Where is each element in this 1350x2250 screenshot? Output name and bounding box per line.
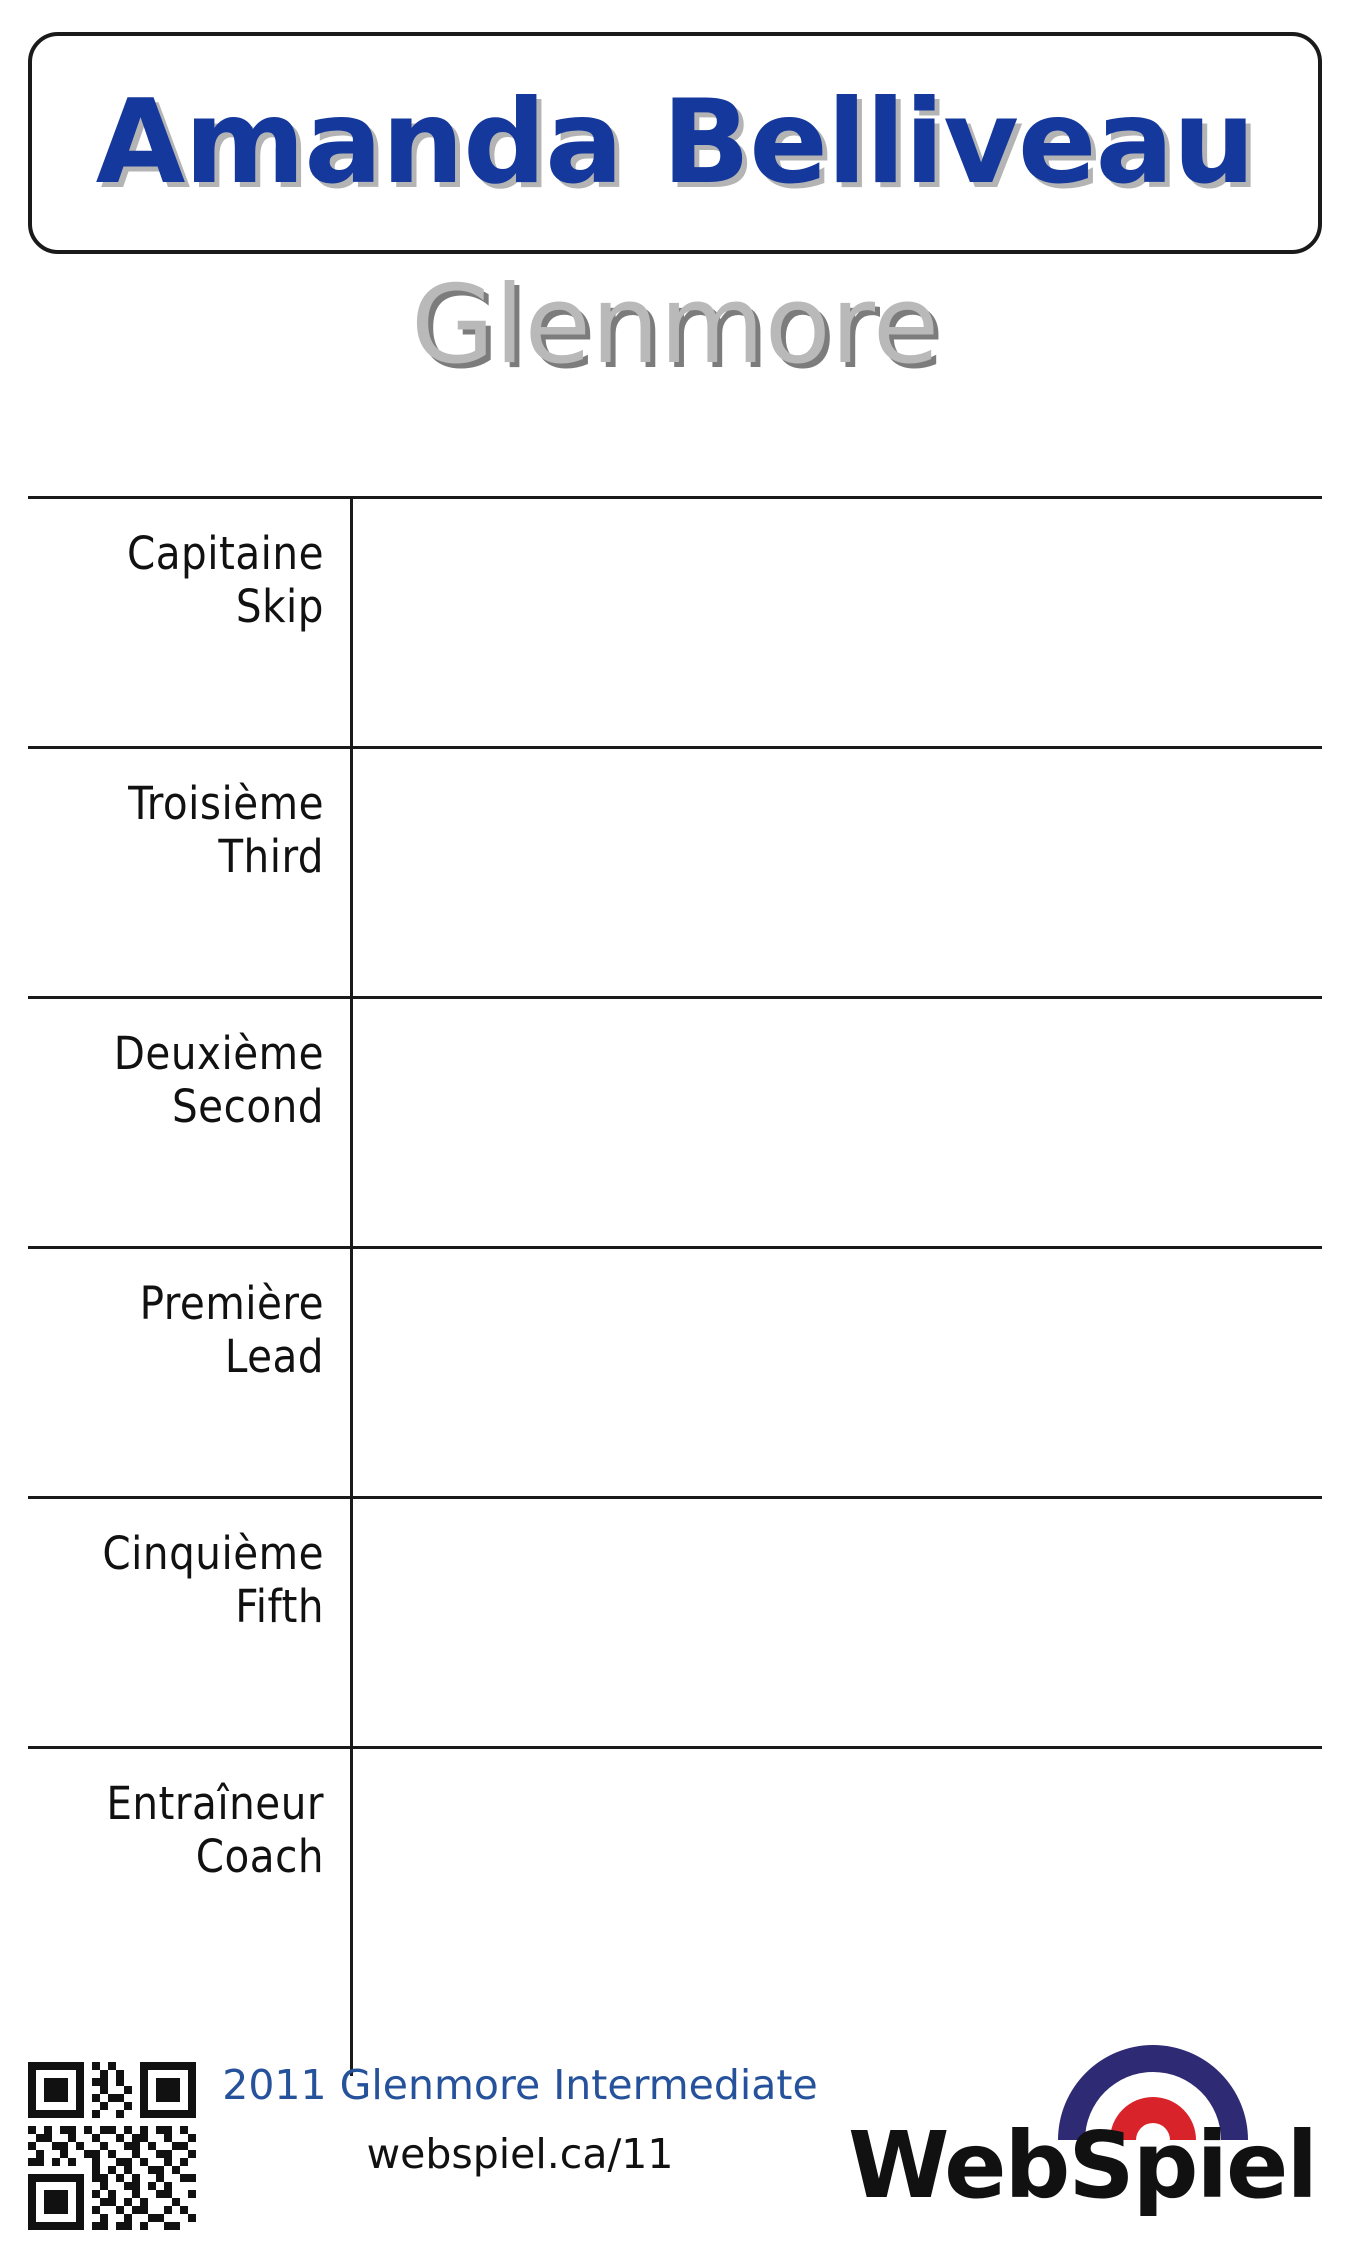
position-label (28, 999, 348, 1246)
position-value[interactable] (378, 1749, 1322, 1996)
qr-code-icon[interactable] (28, 2062, 196, 2230)
position-label (28, 749, 348, 996)
row-divider (350, 1246, 353, 1499)
position-label-fr: Capitaine (126, 527, 324, 580)
row-divider (350, 496, 353, 749)
position-label-fr: Deuxième (113, 1027, 324, 1080)
position-label-en: Fifth (235, 1580, 324, 1634)
table-row (28, 1246, 1322, 1496)
table-row (28, 1496, 1322, 1746)
position-label-en: Coach (195, 1830, 324, 1884)
position-label-fr: Première (139, 1277, 324, 1330)
row-divider (350, 746, 353, 999)
logo-word-web: Web (847, 2112, 1069, 2219)
table-row (28, 496, 1322, 746)
position-value[interactable] (378, 1249, 1322, 1496)
footer-text-block (210, 2060, 830, 2181)
site-url[interactable]: webspiel.ca/11 (366, 2130, 674, 2179)
position-label-fr: Entraîneur (106, 1777, 324, 1830)
player-name: Amanda Belliveau (95, 75, 1255, 210)
position-value[interactable] (378, 1499, 1322, 1746)
position-value[interactable] (378, 499, 1322, 746)
row-divider (350, 996, 353, 1249)
position-label (28, 1499, 348, 1746)
position-label-fr: Cinquième (102, 1527, 324, 1580)
table-row (28, 746, 1322, 996)
logo-wordmark (847, 2112, 1316, 2219)
roster-table (28, 496, 1322, 1996)
position-value[interactable] (378, 749, 1322, 996)
event-name: 2011 Glenmore Intermediate (222, 2061, 818, 2109)
position-label-fr: Troisième (128, 777, 324, 830)
position-label (28, 1749, 348, 1996)
logo-word-spiel: Spiel (1068, 2112, 1316, 2219)
position-label (28, 499, 348, 746)
club-name: Glenmore (410, 263, 940, 388)
position-label-en: Skip (235, 580, 324, 634)
webspiel-logo (847, 2040, 1330, 2240)
table-row (28, 1746, 1322, 1996)
player-name-plate (28, 32, 1322, 254)
row-divider (350, 1496, 353, 1749)
position-label-en: Lead (224, 1330, 324, 1384)
card-footer (0, 2040, 1350, 2250)
position-label-en: Third (218, 830, 324, 884)
position-label-en: Second (171, 1080, 324, 1134)
position-label (28, 1249, 348, 1496)
row-divider (350, 1746, 353, 1999)
table-row (28, 996, 1322, 1246)
position-value[interactable] (378, 999, 1322, 1246)
qr-code-svg (28, 2062, 196, 2230)
